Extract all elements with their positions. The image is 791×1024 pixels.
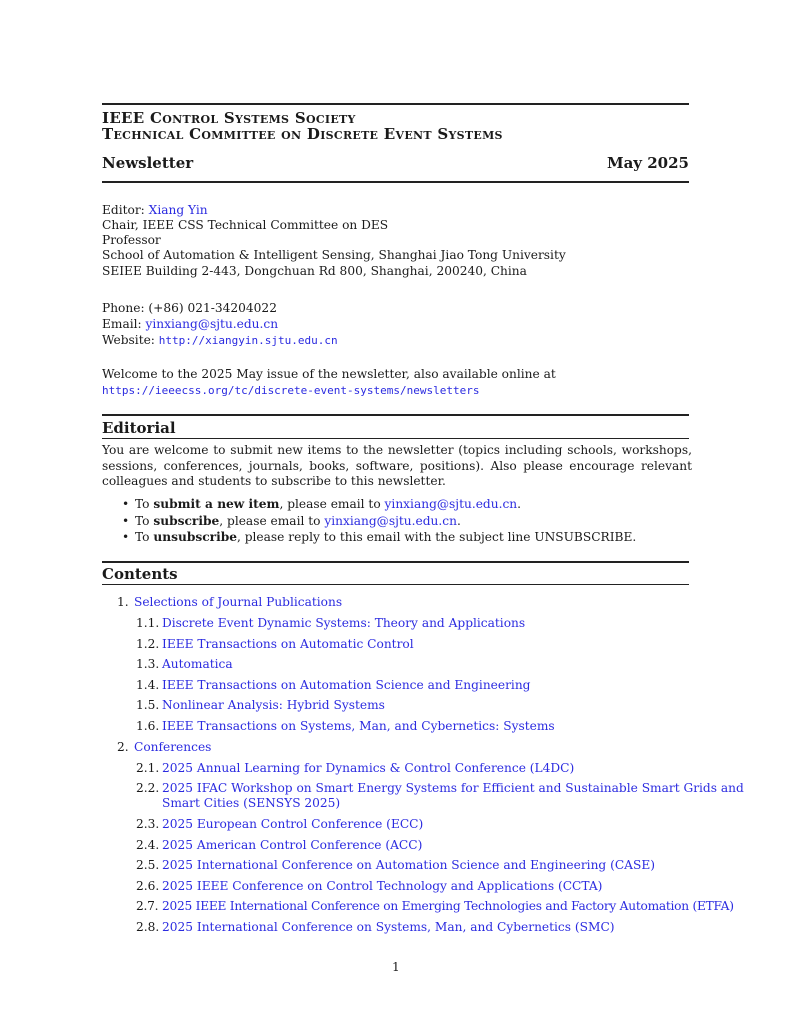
toc-item-1-1[interactable]: 1.1. Discrete Event Dynamic Systems: Theory and Applications <box>136 616 526 630</box>
newsletter-label: Newsletter <box>102 154 194 172</box>
editor-affiliation-1: Chair, IEEE CSS Technical Committee on DES <box>102 218 389 232</box>
toc-item-2-6[interactable]: 2.6. 2025 IEEE Conference on Control Technology and Applications (CCTA) <box>136 879 603 893</box>
toc-item-2-5[interactable]: 2.5. 2025 International Conference on Automation Science and Engineering (CASE) <box>136 858 655 872</box>
bullet-unsubscribe: • To unsubscribe, please reply to this email with the subject line UNSUBSCRIBE. <box>122 530 637 544</box>
submit-email-link[interactable]: yinxiang@sjtu.edu.cn <box>384 497 518 511</box>
bullet-dot: • <box>122 497 130 511</box>
contents-top-rule <box>102 561 689 563</box>
toc-item-1-6[interactable]: 1.6. IEEE Transactions on Systems, Man, and Cybernetics: Systems <box>136 719 555 733</box>
issue-date: May 2025 <box>606 154 689 172</box>
editor-label: Editor: <box>102 203 149 217</box>
editor-affiliation-3: School of Automation & Intelligent Sensing, Shanghai Jiao Tong University <box>102 248 566 262</box>
editor-affiliation-2: Professor <box>102 233 161 247</box>
toc-item-2-7[interactable]: 2.7. 2025 IEEE International Conference on Emerging Technologies and Factory Automation (ETFA) <box>136 899 734 913</box>
header-bottom-rule <box>102 181 689 183</box>
editor-line <box>102 203 208 219</box>
toc-item-2-8[interactable]: 2.8. 2025 International Conference on Systems, Man, and Cybernetics (SMC) <box>136 920 615 934</box>
bullet-submit: • To submit a new item, please email to yinxiang@sjtu.edu.cn. <box>122 497 521 511</box>
newsletter-archive-link[interactable]: https://ieeecss.org/tc/discrete-event-systems/newsletters <box>102 384 480 397</box>
toc-item-2[interactable]: 2. Conferences <box>117 740 212 754</box>
toc-item-2-2-continued[interactable]: Smart Cities (SENSYS 2025) <box>162 796 341 810</box>
editor-email-line <box>102 317 278 333</box>
toc-item-2-2[interactable]: 2.2. 2025 IFAC Workshop on Smart Energy Systems for Efficient and Sustainable Smart Grids and <box>136 781 744 795</box>
toc-item-1-2[interactable]: 1.2. IEEE Transactions on Automatic Control <box>136 637 414 651</box>
header-top-rule <box>102 103 689 105</box>
page-number: 1 <box>392 960 400 974</box>
toc-item-1-4[interactable]: 1.4. IEEE Transactions on Automation Science and Engineering <box>136 678 531 692</box>
editorial-heading: Editorial <box>102 419 176 437</box>
website-label: Website: <box>102 333 159 347</box>
committee-title: Technical Committee on Discrete Event Systems <box>102 125 503 143</box>
toc-item-1-3[interactable]: 1.3. Automatica <box>136 657 233 671</box>
editor-phone: Phone: (+86) 021-34204022 <box>102 301 277 315</box>
bullet-dot: • <box>122 530 130 544</box>
editor-email-link[interactable]: yinxiang@sjtu.edu.cn <box>145 317 279 331</box>
bullet-subscribe: • To subscribe, please email to yinxiang@sjtu.edu.cn. <box>122 514 461 528</box>
editorial-top-rule <box>102 414 689 416</box>
contents-bottom-rule <box>102 584 689 585</box>
editorial-bottom-rule <box>102 438 689 439</box>
toc-item-1-5[interactable]: 1.5. Nonlinear Analysis: Hybrid Systems <box>136 698 385 712</box>
bullet-dot: • <box>122 514 130 528</box>
editor-website-link[interactable]: http://xiangyin.sjtu.edu.cn <box>158 334 338 347</box>
welcome-text: Welcome to the 2025 May issue of the newsletter, also available online at <box>102 367 556 381</box>
editorial-paragraph: You are welcome to submit new items to the newsletter (topics including schools, workshops, sessions, conferences, journals, books, software, positions). Also please encourage relevant colleagues and students to subscribe to this newsletter. <box>102 443 692 488</box>
toc-item-2-3[interactable]: 2.3. 2025 European Control Conference (ECC) <box>136 817 424 831</box>
contents-heading: Contents <box>102 565 178 583</box>
society-title: IEEE Control Systems Society <box>102 109 356 127</box>
email-label: Email: <box>102 317 146 331</box>
editor-website-line <box>102 333 338 349</box>
editor-address: SEIEE Building 2-443, Dongchuan Rd 800, Shanghai, 200240, China <box>102 264 527 278</box>
toc-item-2-4[interactable]: 2.4. 2025 American Control Conference (ACC) <box>136 838 423 852</box>
toc-item-2-1[interactable]: 2.1. 2025 Annual Learning for Dynamics & Control Conference (L4DC) <box>136 761 575 775</box>
editor-name-link[interactable]: Xiang Yin <box>148 203 208 217</box>
subscribe-email-link[interactable]: yinxiang@sjtu.edu.cn <box>324 514 457 528</box>
toc-item-1[interactable]: 1. Selections of Journal Publications <box>117 595 343 609</box>
